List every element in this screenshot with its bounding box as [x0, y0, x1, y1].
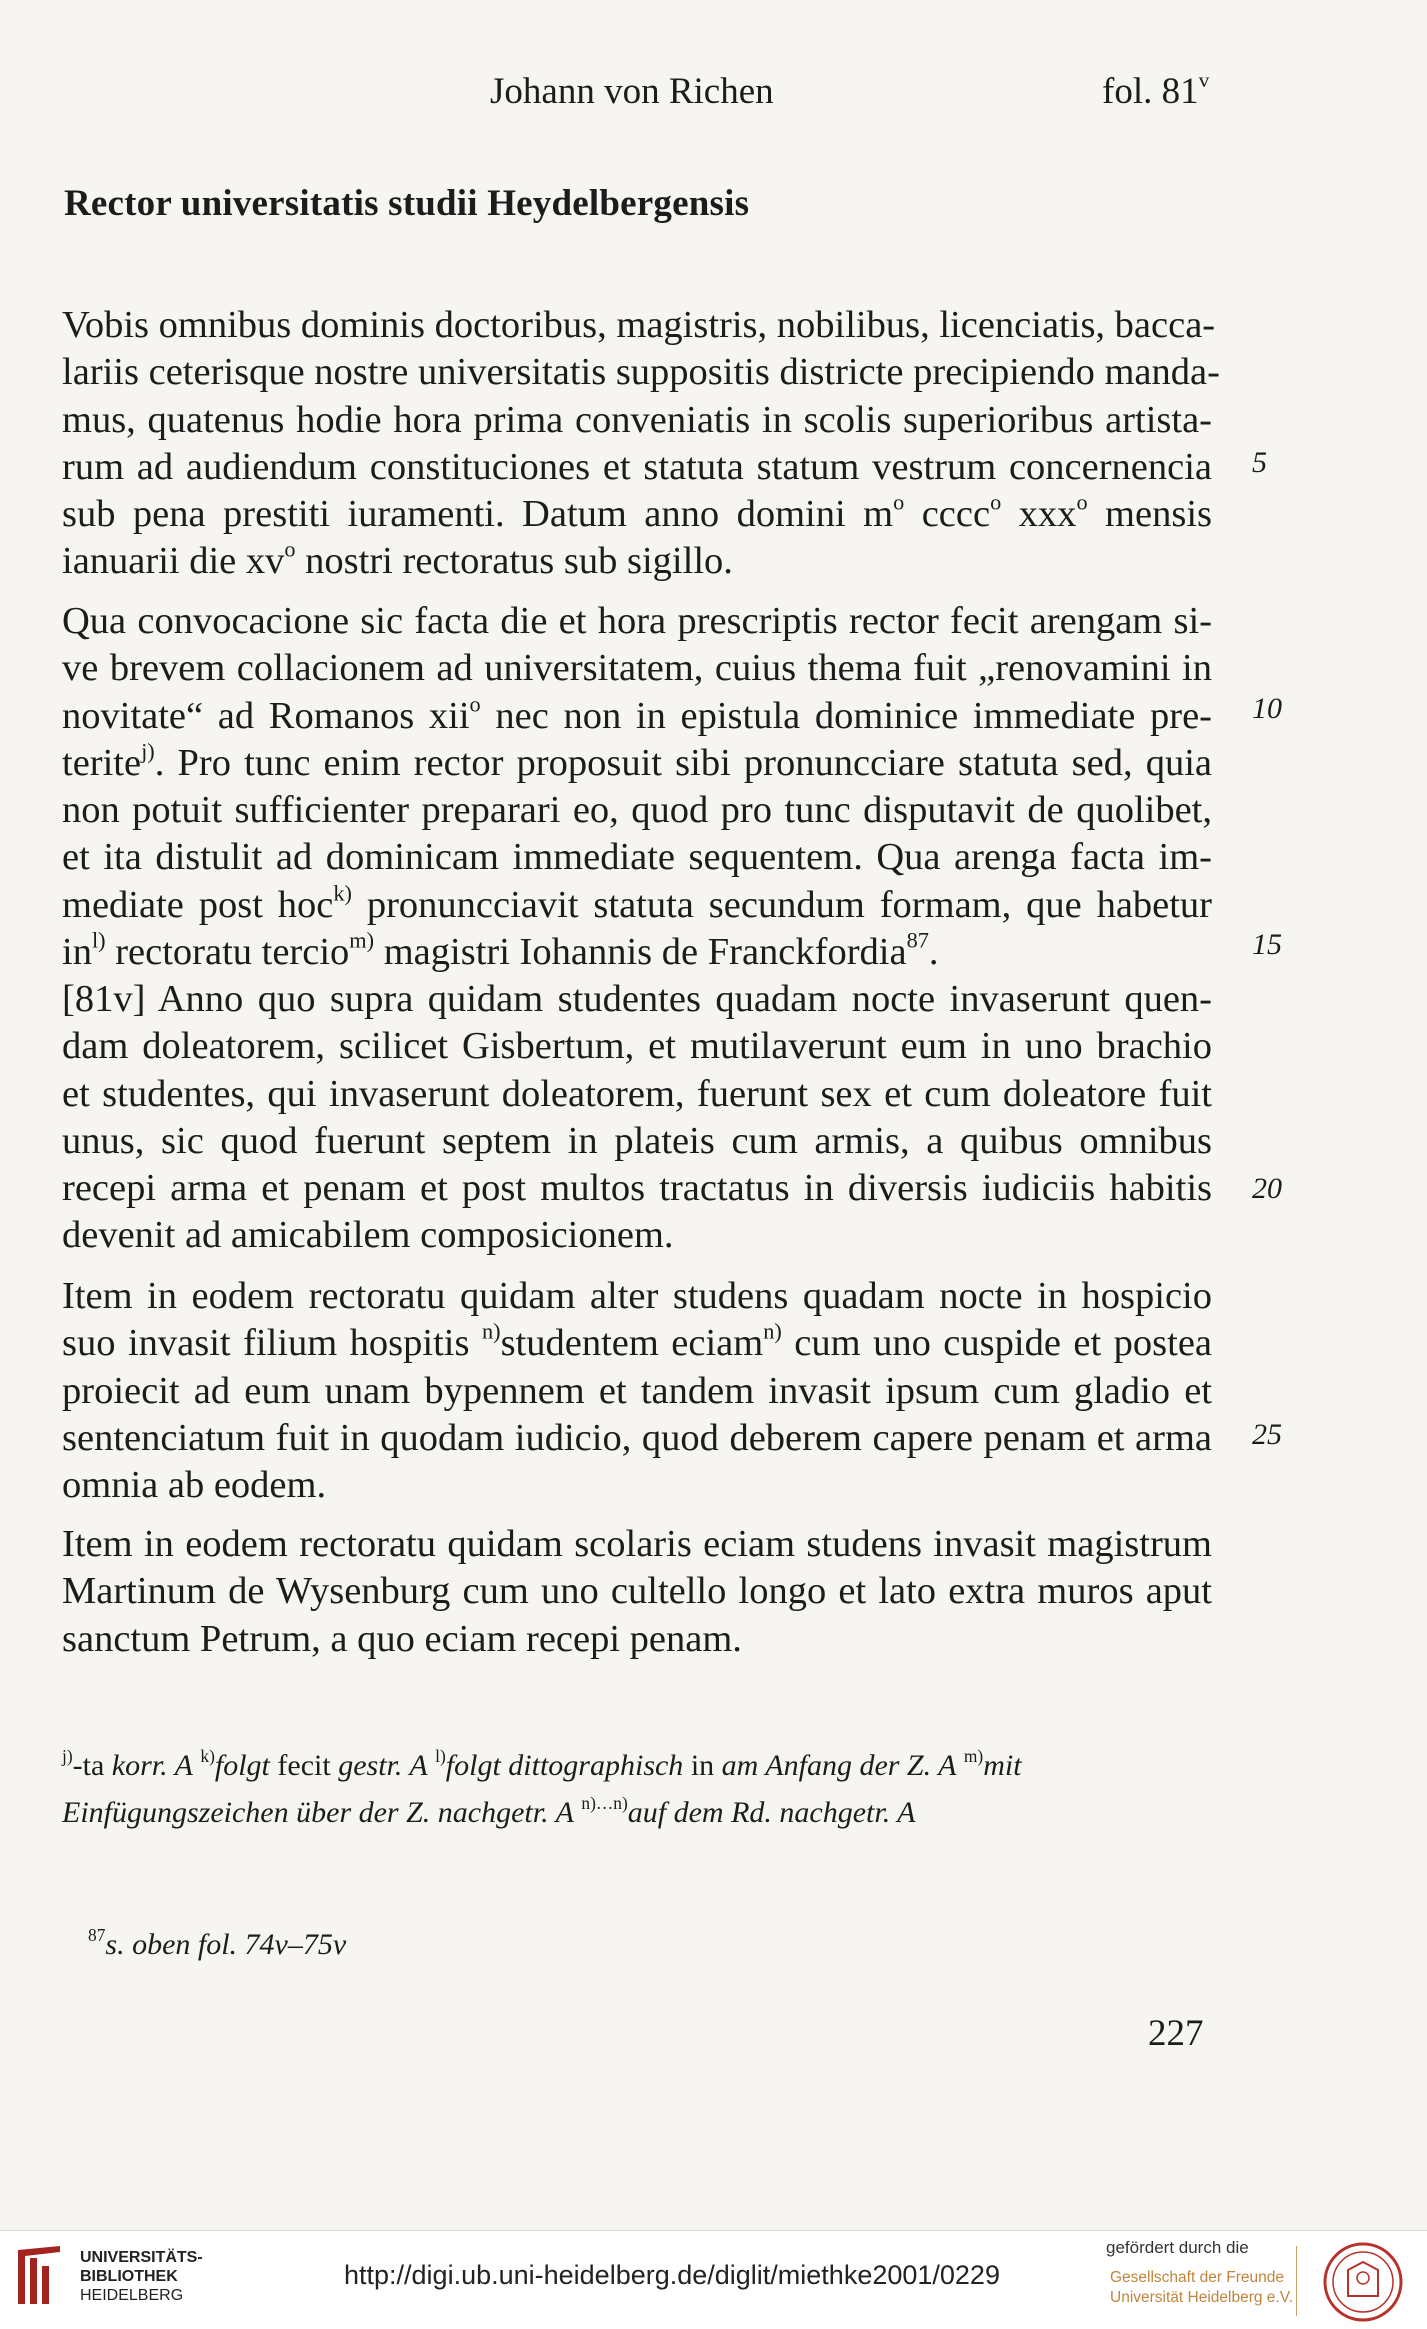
text-run: pronuncciavit statuta secundum formam, que habetur [351, 883, 1213, 926]
permalink-url[interactable]: http://digi.ub.uni-heidelberg.de/diglit/miethke2001/0229 [344, 2260, 1000, 2290]
text-line [62, 538, 1212, 585]
line-number: 15 [1252, 928, 1282, 961]
superscript-mark: j) [141, 738, 155, 764]
text-line [62, 1415, 1212, 1462]
text-run: sub pena prestiti iuramenti. Datum anno domini m [62, 493, 894, 536]
text-run: non potuit sufficienter preparari eo, quod pro tunc disputavit de quolibet, [62, 789, 1212, 832]
text-run: in [62, 931, 92, 974]
text-run: proiecit ad eum unam bypennem et tandem invasit ipsum cum gladio et [62, 1369, 1212, 1412]
superscript-mark: l) [91, 927, 106, 953]
text-run: rectoratu tercio [105, 931, 350, 974]
text-run: lariis ceterisque nostre universitatis suppositis districte precipiendo manda- [62, 351, 1220, 394]
superscript-mark: o [469, 690, 481, 716]
text-run: [81v] Anno quo supra quidam studentes quadam nocte invaserunt quen- [62, 978, 1212, 1020]
text-line [62, 1568, 1212, 1615]
note-marker: m) [963, 1745, 984, 1766]
text-run: sanctum Petrum, a quo eciam recepi penam. [62, 1617, 742, 1660]
paragraph-3 [62, 976, 1212, 1260]
footnote-87: $^{87}$s. oben fol. 74v–75v [88, 1924, 347, 1961]
text-run: mediate post hoc [62, 883, 334, 926]
note-text: auf dem Rd. nachgetr. A [627, 1796, 916, 1829]
apparatus-line [62, 1742, 1222, 1789]
line-number: 25 [1252, 1418, 1282, 1451]
text-line [62, 1071, 1212, 1118]
note-marker: k) [200, 1745, 215, 1766]
text-run: mensis [1087, 493, 1213, 536]
critical-apparatus [62, 1742, 1222, 1836]
text-line [62, 690, 1212, 740]
superscript-mark: o [1076, 489, 1088, 515]
text-run: cccc [904, 493, 991, 536]
text-run: rum ad audiendum constituciones et statuta statum vestrum concernencia [62, 445, 1212, 488]
superscript-mark: 87 [906, 927, 929, 953]
superscript-mark: o [893, 489, 905, 515]
text-line [62, 397, 1212, 444]
text-line [62, 1212, 1212, 1259]
text-line [62, 1368, 1212, 1415]
text-run: recepi arma et penam et post multos tractatus in diversis iudiciis habitis [62, 1167, 1212, 1210]
text-line [62, 349, 1220, 396]
text-line [62, 1118, 1212, 1165]
text-line [62, 976, 1212, 1023]
text-run: Qua convocacione sic facta die et hora prescriptis rector fecit arengam si- [62, 600, 1212, 642]
text-run: studentem eciam [500, 1322, 764, 1365]
note-text: am Anfang der Z. A [721, 1749, 957, 1782]
text-run: ve brevem collacionem ad universitatem, cuius thema fuit „renovamini in [62, 647, 1212, 690]
text-run: suo invasit filium hospitis [62, 1322, 482, 1365]
running-head-folio: fol. 81$^v$ [1102, 67, 1210, 112]
sponsor-label: gefördert durch die [1106, 2238, 1249, 2257]
text-run: nostri rectoratus sub sigillo. [295, 540, 733, 583]
running-head-title: Johann von Richen [490, 71, 774, 112]
footer-divider [1296, 2246, 1297, 2316]
page-number: 227 [1148, 2013, 1204, 2054]
text-run: cum uno cuspide et postea [781, 1322, 1212, 1365]
sponsor-name: Gesellschaft der Freunde Universität Heidelberg e.V. [1110, 2269, 1293, 2306]
note-marker: j) [62, 1745, 73, 1766]
text-line [62, 787, 1212, 834]
note-text: gestr. A [338, 1749, 428, 1782]
superscript-mark: o [990, 489, 1002, 515]
text-line [62, 1521, 1212, 1568]
university-library-logo-icon [16, 2244, 68, 2308]
note-text: in [683, 1749, 722, 1782]
superscript-mark: n) [763, 1318, 782, 1344]
text-run: devenit ad amicabilem composicionem. [62, 1214, 674, 1257]
note-text: Einfügungszeichen über der Z. nachgetr. A [62, 1796, 574, 1829]
text-run: unus, sic quod fuerunt septem in plateis cum armis, a quibus omnibus [62, 1119, 1212, 1162]
paragraph-1 [62, 302, 1220, 586]
text-run: et studentes, qui invaserunt doleatorem, fuerunt sex et cum doleatore fuit [62, 1072, 1212, 1115]
text-run: sentenciatum fuit in quodam iudicio, quod deberem capere penam et arma [62, 1416, 1212, 1459]
line-number: 5 [1252, 446, 1267, 479]
text-run: Vobis omnibus dominis doctoribus, magistris, nobilibus, licenciatis, bacca- [62, 304, 1216, 346]
text-line [62, 882, 1212, 929]
text-line [62, 834, 1212, 881]
line-number: 10 [1252, 692, 1282, 725]
text-run: novitate“ ad Romanos xii [62, 694, 470, 737]
note-text: folgt dittographisch [445, 1749, 684, 1782]
text-line [62, 645, 1212, 692]
text-line [62, 1462, 1212, 1509]
text-run: terite [62, 741, 142, 784]
text-run: ianuarii die xv [62, 540, 285, 583]
note-marker: n)…n) [581, 1792, 628, 1813]
text-line [62, 740, 1212, 787]
text-run: . Pro tunc enim rector proposuit sibi pronuncciare statuta sed, quia [154, 741, 1212, 784]
text-line [62, 444, 1212, 491]
text-line [62, 1616, 1212, 1663]
text-run: nec non in epistula dominice immediate pre- [480, 694, 1212, 737]
text-line [62, 302, 1216, 349]
text-run: mus, quatenus hodie hora prima conveniatis in scolis superioribus artista- [62, 398, 1212, 441]
library-name: UNIVERSITÄTS- BIBLIOTHEK HEIDELBERG [80, 2249, 203, 2304]
apparatus-line [62, 1789, 1222, 1836]
text-run: Martinum de Wysenburg cum uno cultello longo et lato extra muros aput [62, 1570, 1212, 1613]
superscript-mark: n) [481, 1318, 501, 1344]
text-run: Item in eodem rectoratu quidam scolaris eciam studens invasit magistrum [62, 1523, 1212, 1565]
text-run: et ita distulit ad dominicam immediate sequentem. Qua arenga facta im- [62, 836, 1212, 879]
university-seal-icon [1318, 2240, 1408, 2324]
text-line [62, 1023, 1212, 1070]
line-number: 20 [1252, 1172, 1282, 1205]
note-marker: l) [435, 1745, 446, 1766]
text-line [62, 491, 1212, 538]
note-text: korr. A [111, 1749, 193, 1782]
text-run: omnia ab eodem. [62, 1464, 327, 1507]
paragraph-4 [62, 1273, 1212, 1509]
text-run: Item in eodem rectoratu quidam alter studens quadam nocte in hospicio [62, 1275, 1212, 1317]
text-run: dam doleatorem, scilicet Gisbertum, et mutilaverunt eum in uno brachio [62, 1025, 1212, 1068]
superscript-mark: o [284, 536, 296, 562]
text-line [62, 598, 1212, 645]
superscript-mark: m) [349, 927, 375, 953]
text-line [62, 1273, 1212, 1320]
superscript-mark: k) [333, 880, 352, 906]
text-line [62, 1165, 1212, 1212]
text-line [62, 1320, 1212, 1367]
paragraph-2 [62, 598, 1212, 976]
text-run: magistri Iohannis de Franckfordia [374, 931, 907, 974]
note-text: -ta [72, 1749, 112, 1782]
text-line [62, 929, 1212, 976]
paragraph-5 [62, 1521, 1212, 1663]
text-run: xxx [1001, 493, 1077, 536]
note-text: folgt [214, 1749, 270, 1782]
text-run: . [928, 931, 939, 974]
note-text: fecit [269, 1749, 339, 1782]
section-title: Rector universitatis studii Heydelbergensis [64, 183, 750, 224]
note-text: mit [983, 1749, 1022, 1782]
